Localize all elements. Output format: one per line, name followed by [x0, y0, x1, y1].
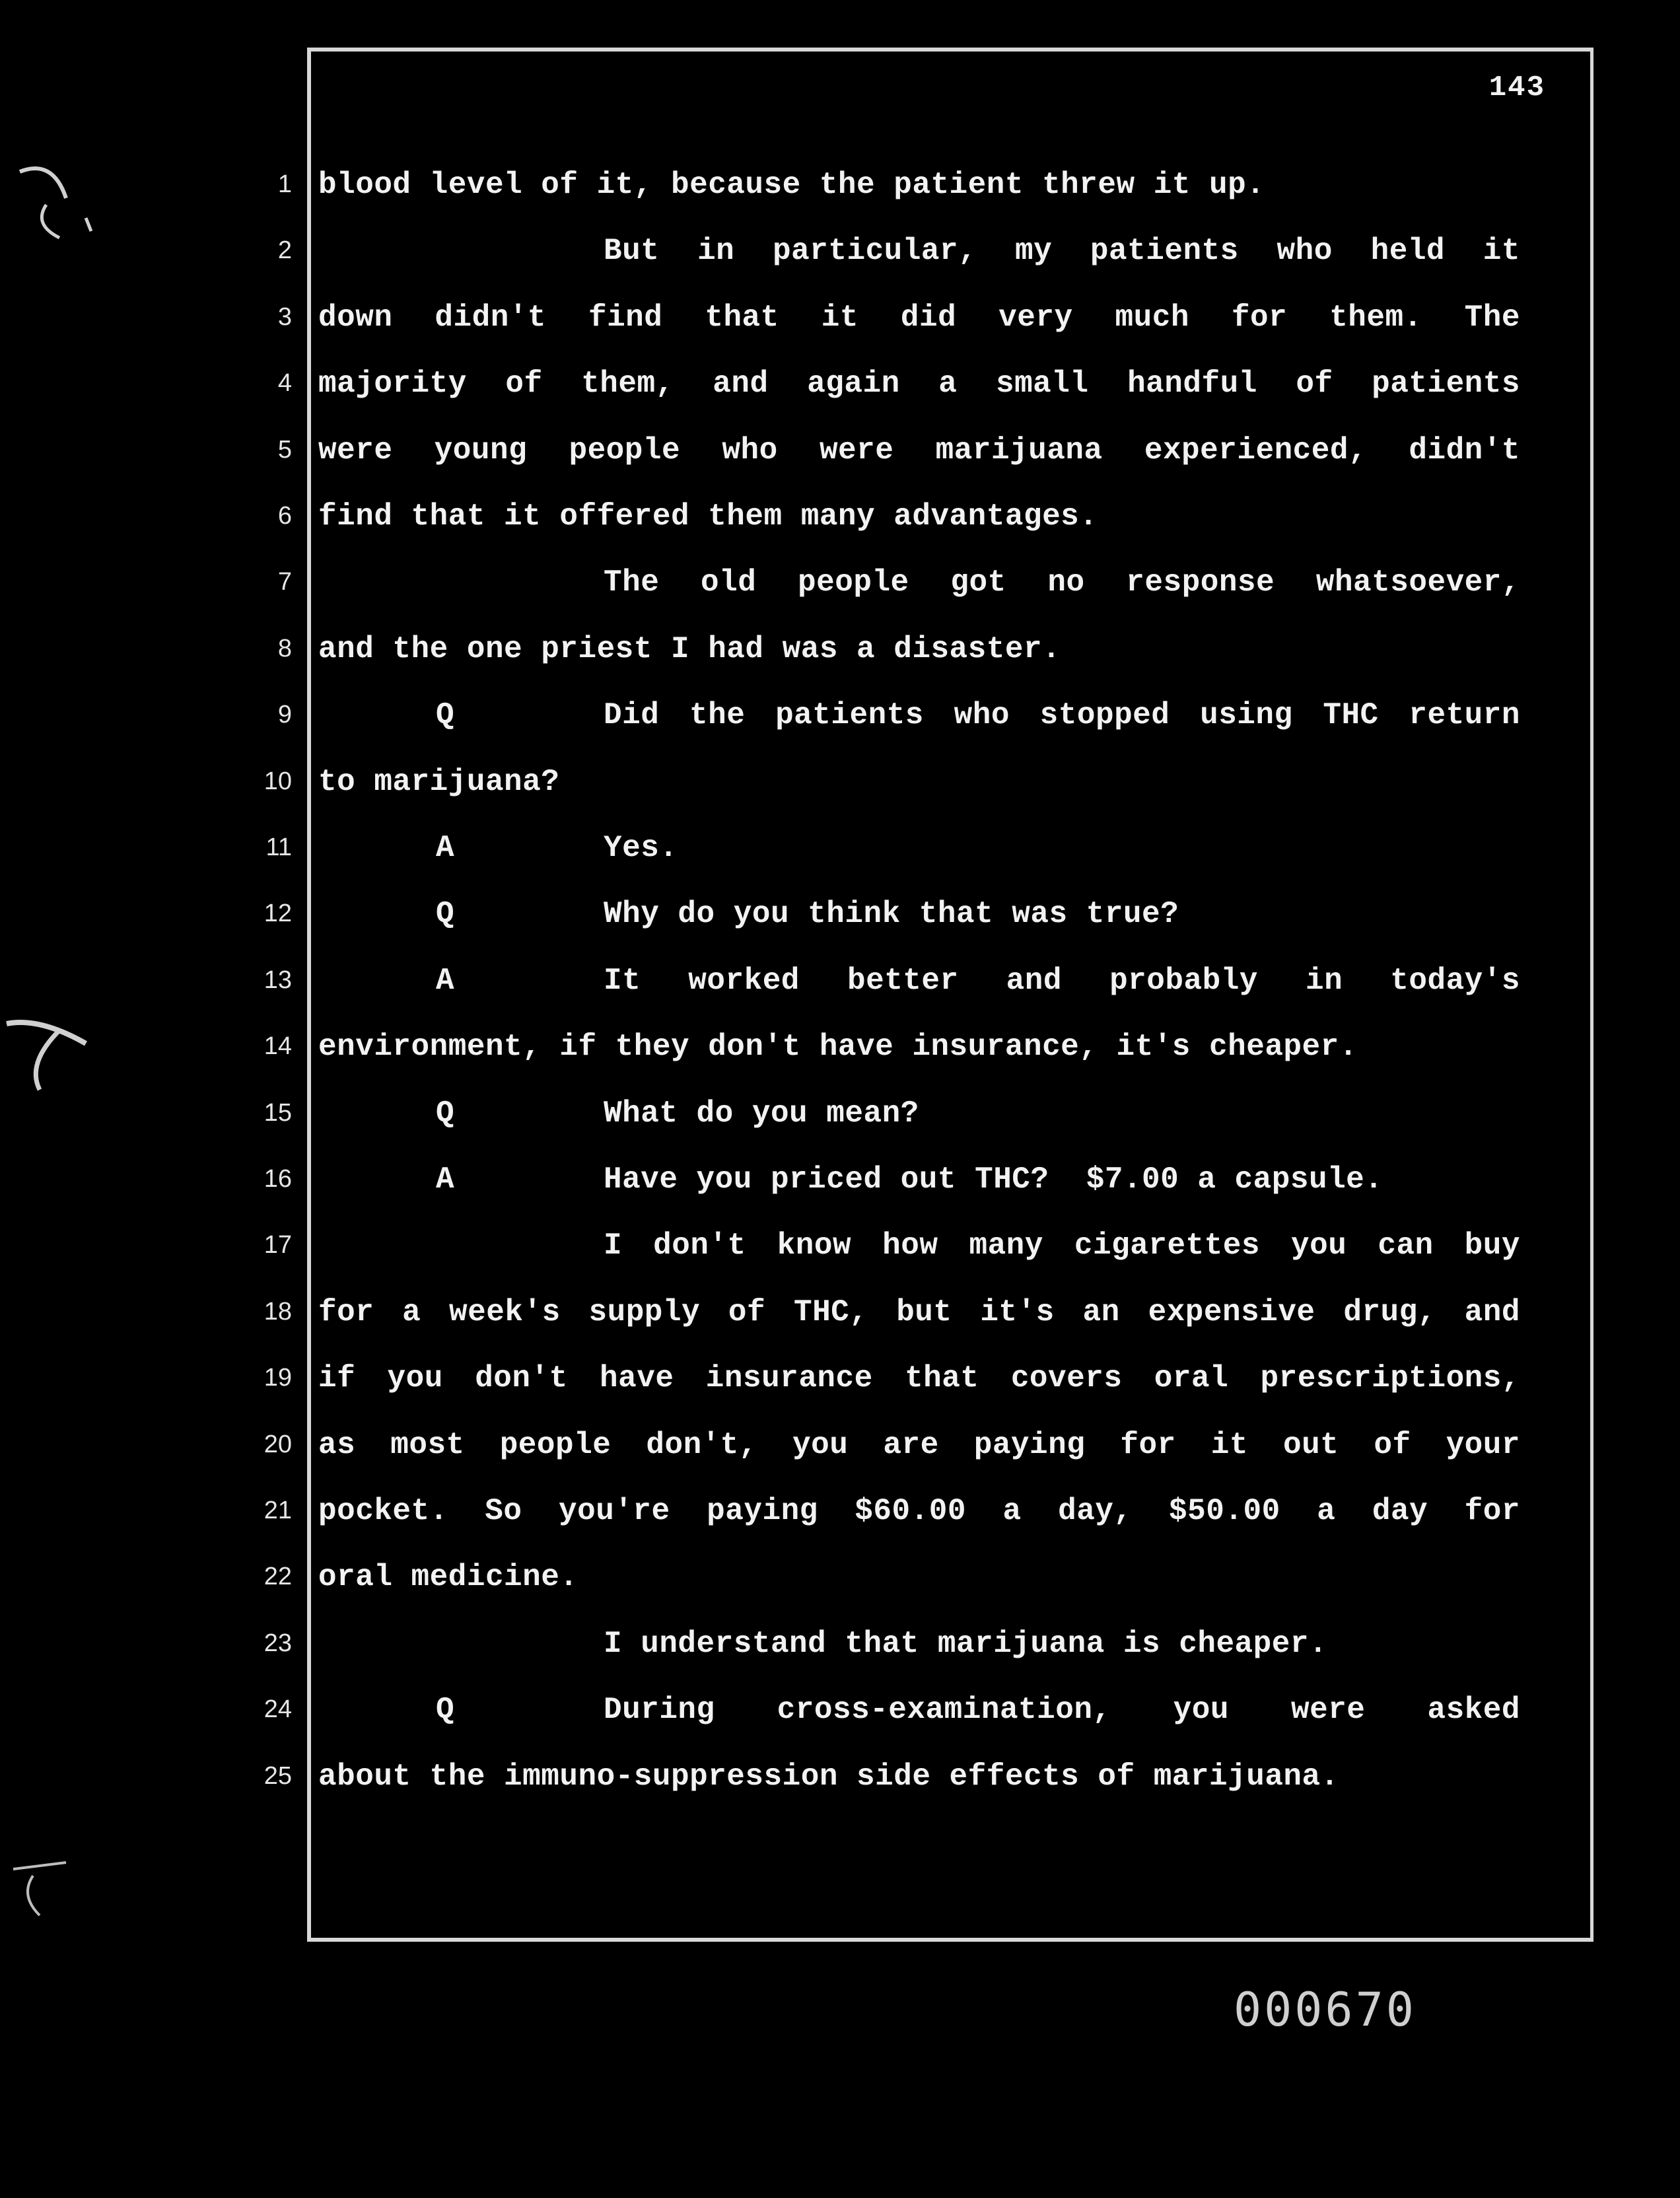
transcript-line: environment, if they don't have insurance, it's cheaper.: [318, 1030, 1358, 1065]
transcript-line: During cross-examination, you were asked: [604, 1693, 1520, 1728]
line-number: 14: [263, 1032, 292, 1061]
page-number: 143: [1488, 71, 1545, 104]
line-number: 23: [263, 1629, 292, 1657]
transcript-line: oral medicine.: [318, 1560, 578, 1595]
line-number: 24: [263, 1695, 292, 1724]
line-number: 7: [277, 568, 292, 596]
line-number: 9: [277, 701, 292, 729]
transcript-line: majority of them, and again a small handful of patients: [318, 367, 1520, 402]
binding-hole-top-icon: [7, 152, 99, 271]
transcript-line: It worked better and probably in today's: [604, 963, 1520, 998]
transcript-line: pocket. So you're paying $60.00 a day, $50.00 a day for: [318, 1494, 1520, 1528]
speaker-label: Q: [436, 698, 454, 733]
bates-number: 000670: [1234, 1983, 1417, 2037]
line-number: 22: [263, 1563, 292, 1591]
transcript-line: I don't know how many cigarettes you can buy: [604, 1228, 1520, 1263]
line-number: 13: [263, 966, 292, 994]
transcript-line: What do you mean?: [604, 1096, 919, 1131]
transcript-line: Did the patients who stopped using THC return: [604, 698, 1520, 733]
line-number: 5: [277, 435, 292, 464]
transcript-line: find that it offered them many advantages.: [318, 499, 1098, 534]
speaker-label: Q: [436, 1096, 454, 1131]
transcript-line: But in particular, my patients who held it: [604, 234, 1520, 269]
transcript-line: about the immuno-suppression side effects of marijuana.: [318, 1759, 1339, 1794]
line-number: 11: [265, 833, 292, 861]
line-number: 21: [263, 1497, 292, 1524]
line-number: 4: [277, 369, 292, 398]
transcript-line: for a week's supply of THC, but it's an expensive drug, and: [318, 1294, 1520, 1329]
line-number: 1: [277, 170, 292, 198]
speaker-label: A: [436, 831, 454, 865]
transcript-line: Have you priced out THC? $7.00 a capsule.: [604, 1162, 1383, 1197]
transcript-line: blood level of it, because the patient threw it up.: [318, 168, 1265, 202]
line-number: 18: [263, 1297, 292, 1326]
line-number: 3: [277, 302, 292, 331]
transcript-line: Why do you think that was true?: [604, 897, 1179, 932]
transcript-line: Yes.: [604, 831, 678, 865]
transcript-line: The old people got no response whatsoever,: [604, 565, 1520, 600]
speaker-label: A: [436, 963, 454, 998]
transcript-line: if you don't have insurance that covers oral prescriptions,: [318, 1361, 1520, 1396]
line-number: 2: [277, 236, 292, 265]
line-number: 25: [263, 1761, 292, 1790]
line-number: 20: [263, 1430, 292, 1458]
binding-hole-bottom-icon: [0, 1849, 79, 1929]
line-number: 16: [263, 1165, 292, 1193]
line-number: 19: [263, 1364, 292, 1392]
binding-hole-middle-icon: [0, 1004, 99, 1096]
transcript-line: down didn't find that it did very much for them. The: [318, 300, 1520, 335]
transcript-line: as most people don't, you are paying for it out of your: [318, 1427, 1520, 1462]
line-number: 17: [263, 1231, 292, 1259]
transcript-line: I understand that marijuana is cheaper.: [604, 1626, 1328, 1661]
transcript-line: to marijuana?: [318, 764, 560, 799]
line-number: 8: [277, 634, 292, 662]
line-number: 15: [263, 1098, 292, 1127]
speaker-label: Q: [436, 1693, 454, 1728]
speaker-label: Q: [436, 897, 454, 932]
line-number: 10: [263, 767, 292, 795]
line-number: 6: [277, 502, 292, 530]
speaker-label: A: [436, 1162, 454, 1197]
line-number: 12: [263, 900, 292, 928]
transcript-line: were young people who were marijuana experienced, didn't: [318, 433, 1520, 468]
transcript-line: and the one priest I had was a disaster.: [318, 631, 1061, 666]
